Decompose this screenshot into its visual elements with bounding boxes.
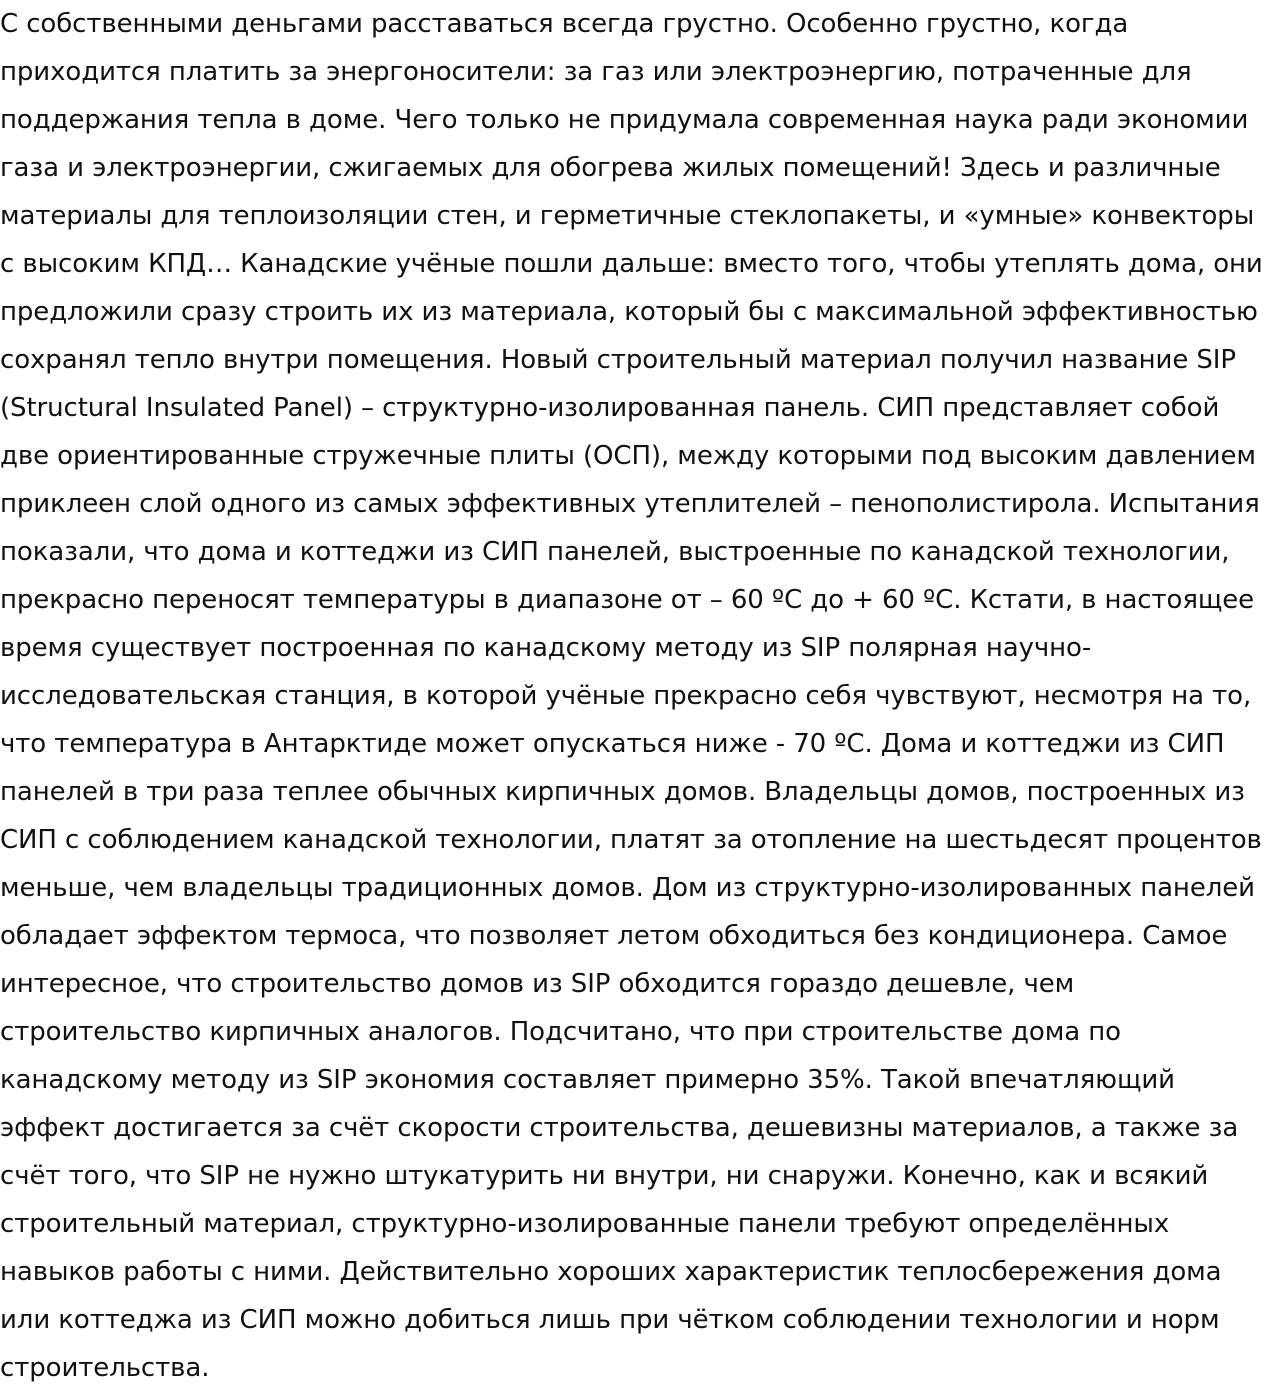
article-line: строительство кирпичных аналогов. Подсчитано, что при строительстве дома по xyxy=(0,1017,1121,1047)
article-line: исследовательская станция, в которой учёные прекрасно себя чувствуют, несмотря на то, xyxy=(0,681,1252,711)
article-line: две ориентированные стружечные плиты (ОСП), между которыми под высоким давлением xyxy=(0,441,1256,471)
article-line: или коттеджа из СИП можно добиться лишь при чётком соблюдении технологии и норм xyxy=(0,1305,1220,1335)
article-line: предложили сразу строить их из материала, который бы с максимальной эффективностью xyxy=(0,297,1258,327)
article-line: С собственными деньгами расставаться всегда грустно. Особенно грустно, когда xyxy=(0,9,1129,39)
article-line: строительства. xyxy=(0,1353,210,1383)
article-line: канадскому методу из SIP экономия составляет примерно 35%. Такой впечатляющий xyxy=(0,1065,1175,1095)
article-line: строительный материал, структурно-изолированные панели требуют определённых xyxy=(0,1209,1170,1239)
article-line: время существует построенная по канадскому методу из SIP полярная научно- xyxy=(0,633,1092,663)
article-line: прекрасно переносят температуры в диапазоне от – 60 ºС до + 60 ºС. Кстати, в настоящее xyxy=(0,585,1255,615)
article-line: навыков работы с ними. Действительно хороших характеристик теплосбережения дома xyxy=(0,1257,1222,1287)
article-line: показали, что дома и коттеджи из СИП панелей, выстроенные по канадской технологии, xyxy=(0,537,1230,567)
article-line: материалы для теплоизоляции стен, и герметичные стеклопакеты, и «умные» конвекторы xyxy=(0,201,1255,231)
article-line: приходится платить за энергоносители: за газ или электроэнергию, потраченные для xyxy=(0,57,1192,87)
article-line: что температура в Антарктиде может опускаться ниже - 70 ºС. Дома и коттеджи из СИП xyxy=(0,729,1225,759)
article-line: меньше, чем владельцы традиционных домов. Дом из структурно-изолированных панелей xyxy=(0,873,1255,903)
article-line: сохранял тепло внутри помещения. Новый строительный материал получил название SIP xyxy=(0,345,1236,375)
article-line: приклеен слой одного из самых эффективных утеплителей – пенополистирола. Испытания xyxy=(0,489,1260,519)
article-line: СИП с соблюдением канадской технологии, платят за отопление на шестьдесят процентов xyxy=(0,825,1262,855)
article-line: интересное, что строительство домов из SIP обходится гораздо дешевле, чем xyxy=(0,969,1075,999)
article-line: газа и электроэнергии, сжигаемых для обогрева жилых помещений! Здесь и различные xyxy=(0,153,1221,183)
article-line: (Structural Insulated Panel) – структурно-изолированная панель. СИП представляет собой xyxy=(0,393,1220,423)
article-line: эффект достигается за счёт скорости строительства, дешевизны материалов, а также за xyxy=(0,1113,1239,1143)
article-line: панелей в три раза теплее обычных кирпичных домов. Владельцы домов, построенных из xyxy=(0,777,1245,807)
article-line: счёт того, что SIP не нужно штукатурить ни внутри, ни снаружи. Конечно, как и всякий xyxy=(0,1161,1209,1191)
article-line: поддержания тепла в доме. Чего только не придумала современная наука ради экономии xyxy=(0,105,1249,135)
article-line: обладает эффектом термоса, что позволяет летом обходиться без кондиционера. Самое xyxy=(0,921,1228,951)
article-line: с высоким КПД… Канадские учёные пошли дальше: вместо того, чтобы утеплять дома, они xyxy=(0,249,1263,279)
